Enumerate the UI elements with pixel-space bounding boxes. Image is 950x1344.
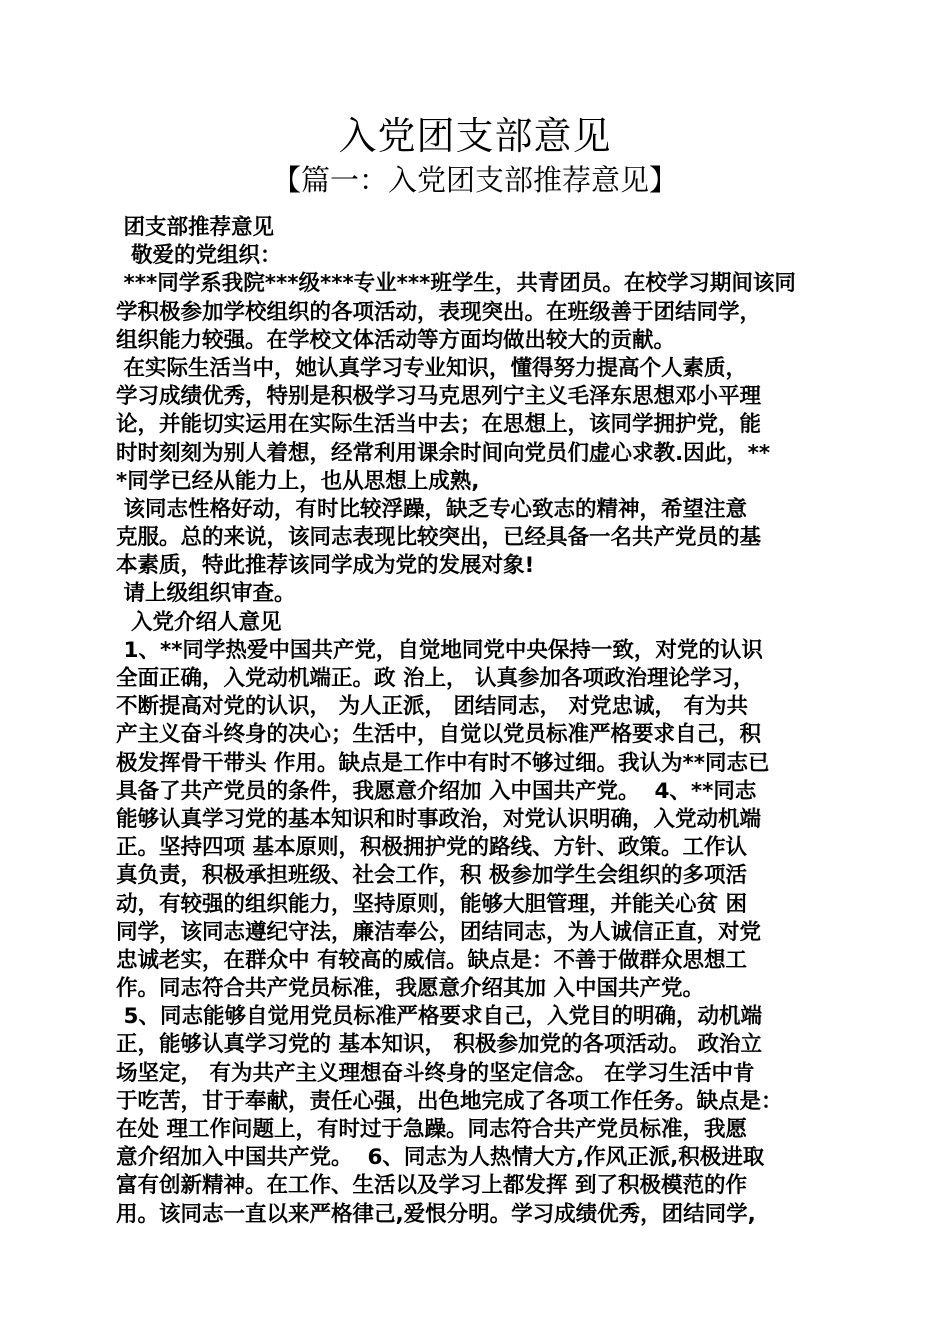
document-body xyxy=(116,214,846,1229)
body-line: 1、**同学热爱中国共产党，自觉地同党中央保持一致，对党的认识 xyxy=(116,637,763,663)
body-line: 意介绍加入中国共产党。 6、同志为人热情大方,作风正派,积极进取 xyxy=(116,1145,765,1171)
body-line: 用。该同志一直以来严格律己,爱恨分明。学习成绩优秀，团结同学, xyxy=(116,1201,756,1227)
body-line: 不断提高对党的认识， 为人正派， 团结同志， 对党忠诚， 有为共 xyxy=(116,694,748,720)
body-line: 场坚定， 有为共产主义理想奋斗终身的坚定信念。 在学习生活中肯 xyxy=(116,1060,755,1086)
body-line: 于吃苦，甘于奉献，责任心强，出色地完成了各项工作任务。缺点是： xyxy=(116,1088,783,1114)
body-line: *同学已经从能力上，也从思想上成熟, xyxy=(116,468,480,494)
body-line: 克服。总的来说，该同志表现比较突出，已经具备一名共产党员的基 xyxy=(116,525,762,551)
body-line: 该同志性格好动，有时比较浮躁，缺乏专心致志的精神，希望注意 xyxy=(116,496,747,522)
body-line: 富有创新精神。在工作、生活以及学习上都发挥 到了积极模范的作 xyxy=(116,1173,747,1199)
body-line: 团支部推荐意见 xyxy=(116,215,274,240)
page-title: 入党团支部意见 xyxy=(338,114,612,158)
body-line: 作。同志符合共产党员标准，我愿意介绍其加 入中国共产党。 xyxy=(116,976,704,1002)
body-line: 能够认真学习党的基本知识和时事政治，对党认识明确，入党动机端 xyxy=(116,806,762,832)
body-line: 同学，该同志遵纪守法，廉洁奉公，团结同志，为人诚信正直，对党 xyxy=(116,919,762,945)
body-line: 论，并能切实运用在实际生活当中去；在思想上，该同学拥护党，能 xyxy=(116,412,762,438)
body-line: 请上级组织审查。 xyxy=(116,581,296,607)
body-line: 本素质，特此推荐该同学成为党的发展对象! xyxy=(116,553,535,579)
body-line: 学习成绩优秀，特别是积极学习马克思列宁主义毛泽东思想邓小平理 xyxy=(116,384,762,410)
body-line: 真负责，积极承担班级、社会工作，积 极参加学生会组织的多项活 xyxy=(116,863,747,889)
body-line: 极发挥骨干带头 作用。缺点是工作中有时不够过细。我认为**同志已 xyxy=(116,750,770,776)
body-line: ***同学系我院***级***专业***班学生，共青团员。在校学习期间该同 xyxy=(116,271,796,297)
body-line: 入党介绍人意见 xyxy=(116,609,282,635)
body-line: 正，能够认真学习党的 基本知识， 积极参加党的各项活动。 政治立 xyxy=(116,1032,762,1058)
body-line: 忠诚老实，在群众中 有较高的威信。缺点是：不善于做群众思想工 xyxy=(116,947,747,973)
body-line: 组织能力较强。在学校文体活动等方面均做出较大的贡献。 xyxy=(116,327,676,353)
body-line: 5、同志能够自觉用党员标准严格要求自己，入党目的明确，动机端 xyxy=(116,1004,762,1030)
body-line: 动，有较强的组织能力，坚持原则，能够大胆管理，并能关心贫 困 xyxy=(116,891,747,917)
body-line: 全面正确，入党动机端正。政 治上， 认真参加各项政治理论学习， xyxy=(116,666,755,691)
body-line: 在实际生活当中，她认真学习专业知识，懂得努力提高个人素质， xyxy=(116,355,747,381)
body-line: 学积极参加学校组织的各项活动，表现突出。在班级善于团结同学， xyxy=(116,299,762,325)
body-line: 正。坚持四项 基本原则，积极拥护党的路线、方针、政策。工作认 xyxy=(116,835,747,861)
body-line: 时时刻刻为别人着想，经常利用课余时间向党员们虚心求教.因此，** xyxy=(116,440,771,466)
body-line: 在处 理工作问题上，有时过于急躁。同志符合共产党员标准，我愿 xyxy=(116,1117,747,1142)
body-line: 具备了共产党员的条件，我愿意介绍加 入中国共产党。 4、**同志 xyxy=(116,778,757,804)
page-subtitle: 【篇一：入党团支部推荐意见】 xyxy=(271,163,678,197)
body-line: 敬爱的党组织： xyxy=(116,243,282,269)
body-line: 产主义奋斗终身的决心；生活中，自觉以党员标准严格要求自己，积 xyxy=(116,722,762,748)
